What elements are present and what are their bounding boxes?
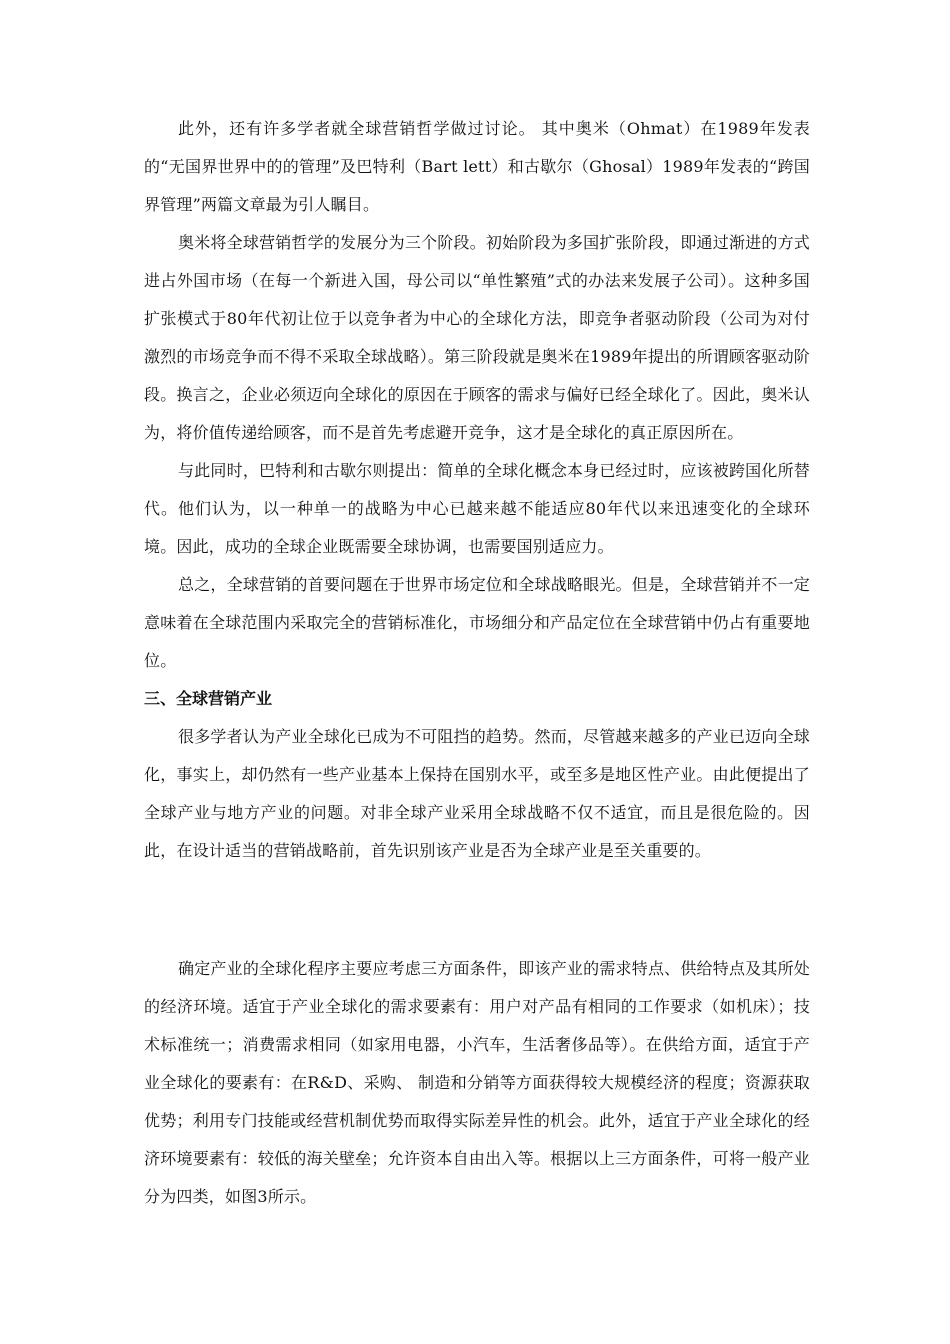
- paragraph-globalization-conditions: 确定产业的全球化程序主要应考虑三方面条件，即该产业的需求特点、供给特点及其所处的经济环境。适宜于产业全球化的需求要素有：用户对产品有相同的工作要求（如机床）；技术标准统一；消费需求相同（如家用电器，小汽车，生活奢侈品等）。在供给方面，适宜于产业全球化的要素有：在R&D、采购、 制造和分销等方面获得较大规模经济的程度；资源获取优势；利用专门技能或经营机制优势而取得实际差异性的机会。此外，适宜于产业全球化的经济环境要素有：较低的海关壁垒；允许资本自由出入等。根据以上三方面条件，可将一般产业分为四类，如图3所示。: [144, 959, 810, 1206]
- paragraph-bartlett-ghoshal: 与此同时，巴特利和古歇尔则提出：简单的全球化概念本身已经过时，应该被跨国化所替代。他们认为，以一种单一的战略为中心已越来越不能适应80年代以来迅速变化的全球环境。因此，成功的全球企业既需要全球协调，也需要国别适应力。: [144, 461, 810, 556]
- body-text-lower: [144, 950, 810, 1216]
- paragraph-global-marketing-debate: 此外，还有许多学者就全球营销哲学做过讨论。 其中奥米（Ohmat）在1989年发表的“无国界世界中的的管理”及巴特利（Bart lett）和古歇尔（Ghosal）1989年发表的“跨国界管理”两篇文章最为引人瞩目。: [144, 119, 810, 214]
- section-heading: 三、全球营销产业: [144, 689, 273, 708]
- paragraph-summary: 总之，全球营销的首要问题在于世界市场定位和全球战略眼光。但是，全球营销并不一定意味着在全球范围内采取完全的营销标准化，市场细分和产品定位在全球营销中仍占有重要地位。: [144, 575, 810, 670]
- paragraph-industry-globalization: 很多学者认为产业全球化已成为不可阻挡的趋势。然而，尽管越来越多的产业已迈向全球化，事实上，却仍然有一些产业基本上保持在国别水平，或至多是地区性产业。由此便提出了全球产业与地方产业的问题。对非全球产业采用全球战略不仅不适宜，而且是很危险的。因此，在设计适当的营销战略前，首先识别该产业是否为全球产业是至关重要的。: [144, 727, 810, 860]
- body-text-upper: [144, 110, 810, 870]
- paragraph-ohmae-three-stages: 奥米将全球营销哲学的发展分为三个阶段。初始阶段为多国扩张阶段，即通过渐进的方式进占外国市场（在每一个新进入国，母公司以“单性繁殖”式的办法来发展子公司）。这种多国扩张模式于80年代初让位于以竞争者为中心的全球化方法，即竞争者驱动阶段（公司为对付激烈的市场竞争而不得不采取全球战略）。第三阶段就是奥米在1989年提出的所谓顾客驱动阶段。换言之，企业必须迈向全球化的原因在于顾客的需求与偏好已经全球化了。因此，奥米认为，将价值传递给顾客，而不是首先考虑避开竞争，这才是全球化的真正原因所在。: [144, 233, 810, 442]
